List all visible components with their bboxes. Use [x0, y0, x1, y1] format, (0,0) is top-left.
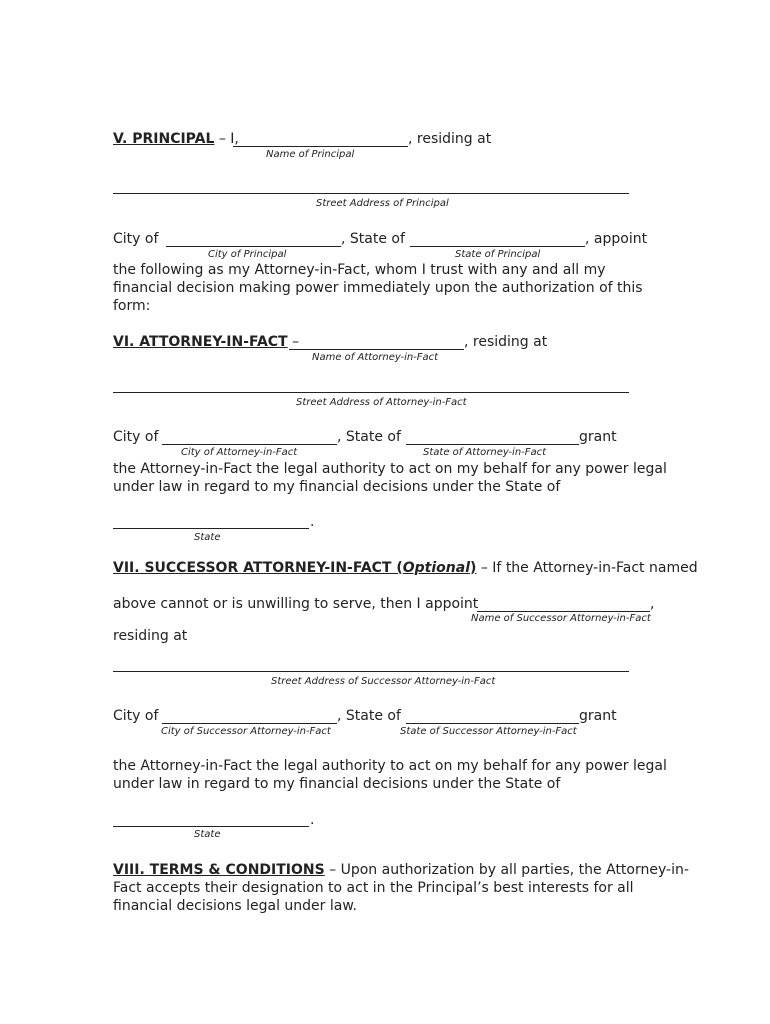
- attorney-state-field[interactable]: [406, 444, 579, 445]
- attorney-state-prefix: , State of: [337, 429, 401, 445]
- terms-line-1-rest: – Upon authorization by all parties, the Attorney-in-: [324, 862, 689, 878]
- principal-street-field[interactable]: [113, 193, 629, 194]
- section-vii-paragraph-line-1: the Attorney-in-Fact the legal authority to act on my behalf for any power legal: [113, 758, 667, 774]
- caption-city-of-successor: City of Successor Attorney-in-Fact: [161, 726, 331, 737]
- successor-governing-state-field[interactable]: [113, 826, 309, 827]
- caption-state-vi: State: [194, 532, 221, 543]
- attorney-grant-text: grant: [579, 429, 617, 445]
- section-vi-paragraph-line-1: the Attorney-in-Fact the legal authority to act on my behalf for any power legal: [113, 461, 667, 477]
- section-v-paragraph-line-2: financial decision making power immediately upon the authorization of this: [113, 280, 643, 296]
- caption-street-of-attorney: Street Address of Attorney-in-Fact: [296, 397, 467, 408]
- successor-state-period: .: [310, 812, 315, 828]
- successor-name-field[interactable]: [477, 611, 650, 612]
- successor-comma: ,: [650, 596, 655, 612]
- successor-grant-text: grant: [579, 708, 617, 724]
- section-vi-paragraph-line-2: under law in regard to my financial decisions under the State of: [113, 479, 561, 495]
- caption-name-of-successor: Name of Successor Attorney-in-Fact: [471, 613, 651, 624]
- attorney-dash: –: [287, 334, 300, 350]
- successor-state-field[interactable]: [406, 723, 579, 724]
- section-v-heading: V. PRINCIPAL: [113, 131, 215, 147]
- principal-state-field[interactable]: [410, 246, 585, 247]
- attorney-name-field[interactable]: [289, 349, 464, 350]
- attorney-street-field[interactable]: [113, 392, 629, 393]
- successor-city-field[interactable]: [162, 723, 337, 724]
- successor-residing-text: residing at: [113, 628, 188, 644]
- principal-appoint-text: , appoint: [585, 231, 648, 247]
- principal-state-prefix: , State of: [341, 231, 405, 247]
- attorney-city-prefix: City of: [113, 429, 159, 445]
- successor-state-prefix: , State of: [337, 708, 401, 724]
- caption-state-of-attorney: State of Attorney-in-Fact: [423, 447, 547, 458]
- successor-street-field[interactable]: [113, 671, 629, 672]
- section-vi-heading: VI. ATTORNEY-IN-FACT: [113, 334, 288, 350]
- successor-appoint-text: above cannot or is unwilling to serve, then I appoint: [113, 596, 479, 612]
- section-viii-heading: VIII. TERMS & CONDITIONS: [113, 862, 325, 878]
- attorney-governing-state-field[interactable]: [113, 528, 309, 529]
- attorney-line: [113, 333, 299, 351]
- section-v-paragraph-line-3: form:: [113, 298, 151, 314]
- caption-city-of-principal: City of Principal: [208, 249, 287, 260]
- caption-state-of-successor: State of Successor Attorney-in-Fact: [400, 726, 577, 737]
- successor-line: [113, 559, 698, 577]
- successor-city-prefix: City of: [113, 708, 159, 724]
- attorney-state-period: .: [310, 514, 315, 530]
- caption-name-of-principal: Name of Principal: [266, 149, 355, 160]
- successor-intro: – If the Attorney-in-Fact named: [476, 560, 698, 576]
- terms-line-1: [113, 861, 689, 879]
- attorney-residing-text: , residing at: [464, 334, 548, 350]
- principal-name-field[interactable]: [233, 146, 408, 147]
- optional-label: Optional: [402, 560, 470, 576]
- caption-name-of-attorney: Name of Attorney-in-Fact: [312, 352, 439, 363]
- caption-city-of-attorney: City of Attorney-in-Fact: [181, 447, 298, 458]
- principal-city-prefix: City of: [113, 231, 159, 247]
- section-v-paragraph-line-1: the following as my Attorney-in-Fact, whom I trust with any and all my: [113, 262, 606, 278]
- principal-line: [113, 130, 239, 148]
- terms-line-2: Fact accepts their designation to act in the Principal’s best interests for all: [113, 880, 634, 896]
- section-vii-heading-close: ): [470, 560, 477, 576]
- principal-dash: – I,: [214, 131, 239, 147]
- caption-state-vii: State: [194, 829, 221, 840]
- principal-city-field[interactable]: [166, 246, 341, 247]
- caption-street-of-principal: Street Address of Principal: [316, 198, 449, 209]
- attorney-city-field[interactable]: [162, 444, 337, 445]
- terms-line-3: financial decisions legal under law.: [113, 898, 357, 914]
- caption-state-of-principal: State of Principal: [455, 249, 541, 260]
- caption-street-of-successor: Street Address of Successor Attorney-in-Fact: [271, 676, 496, 687]
- section-vii-paragraph-line-2: under law in regard to my financial decisions under the State of: [113, 776, 561, 792]
- section-vii-heading: VII. SUCCESSOR ATTORNEY-IN-FACT (: [113, 560, 403, 576]
- principal-residing-text: , residing at: [408, 131, 492, 147]
